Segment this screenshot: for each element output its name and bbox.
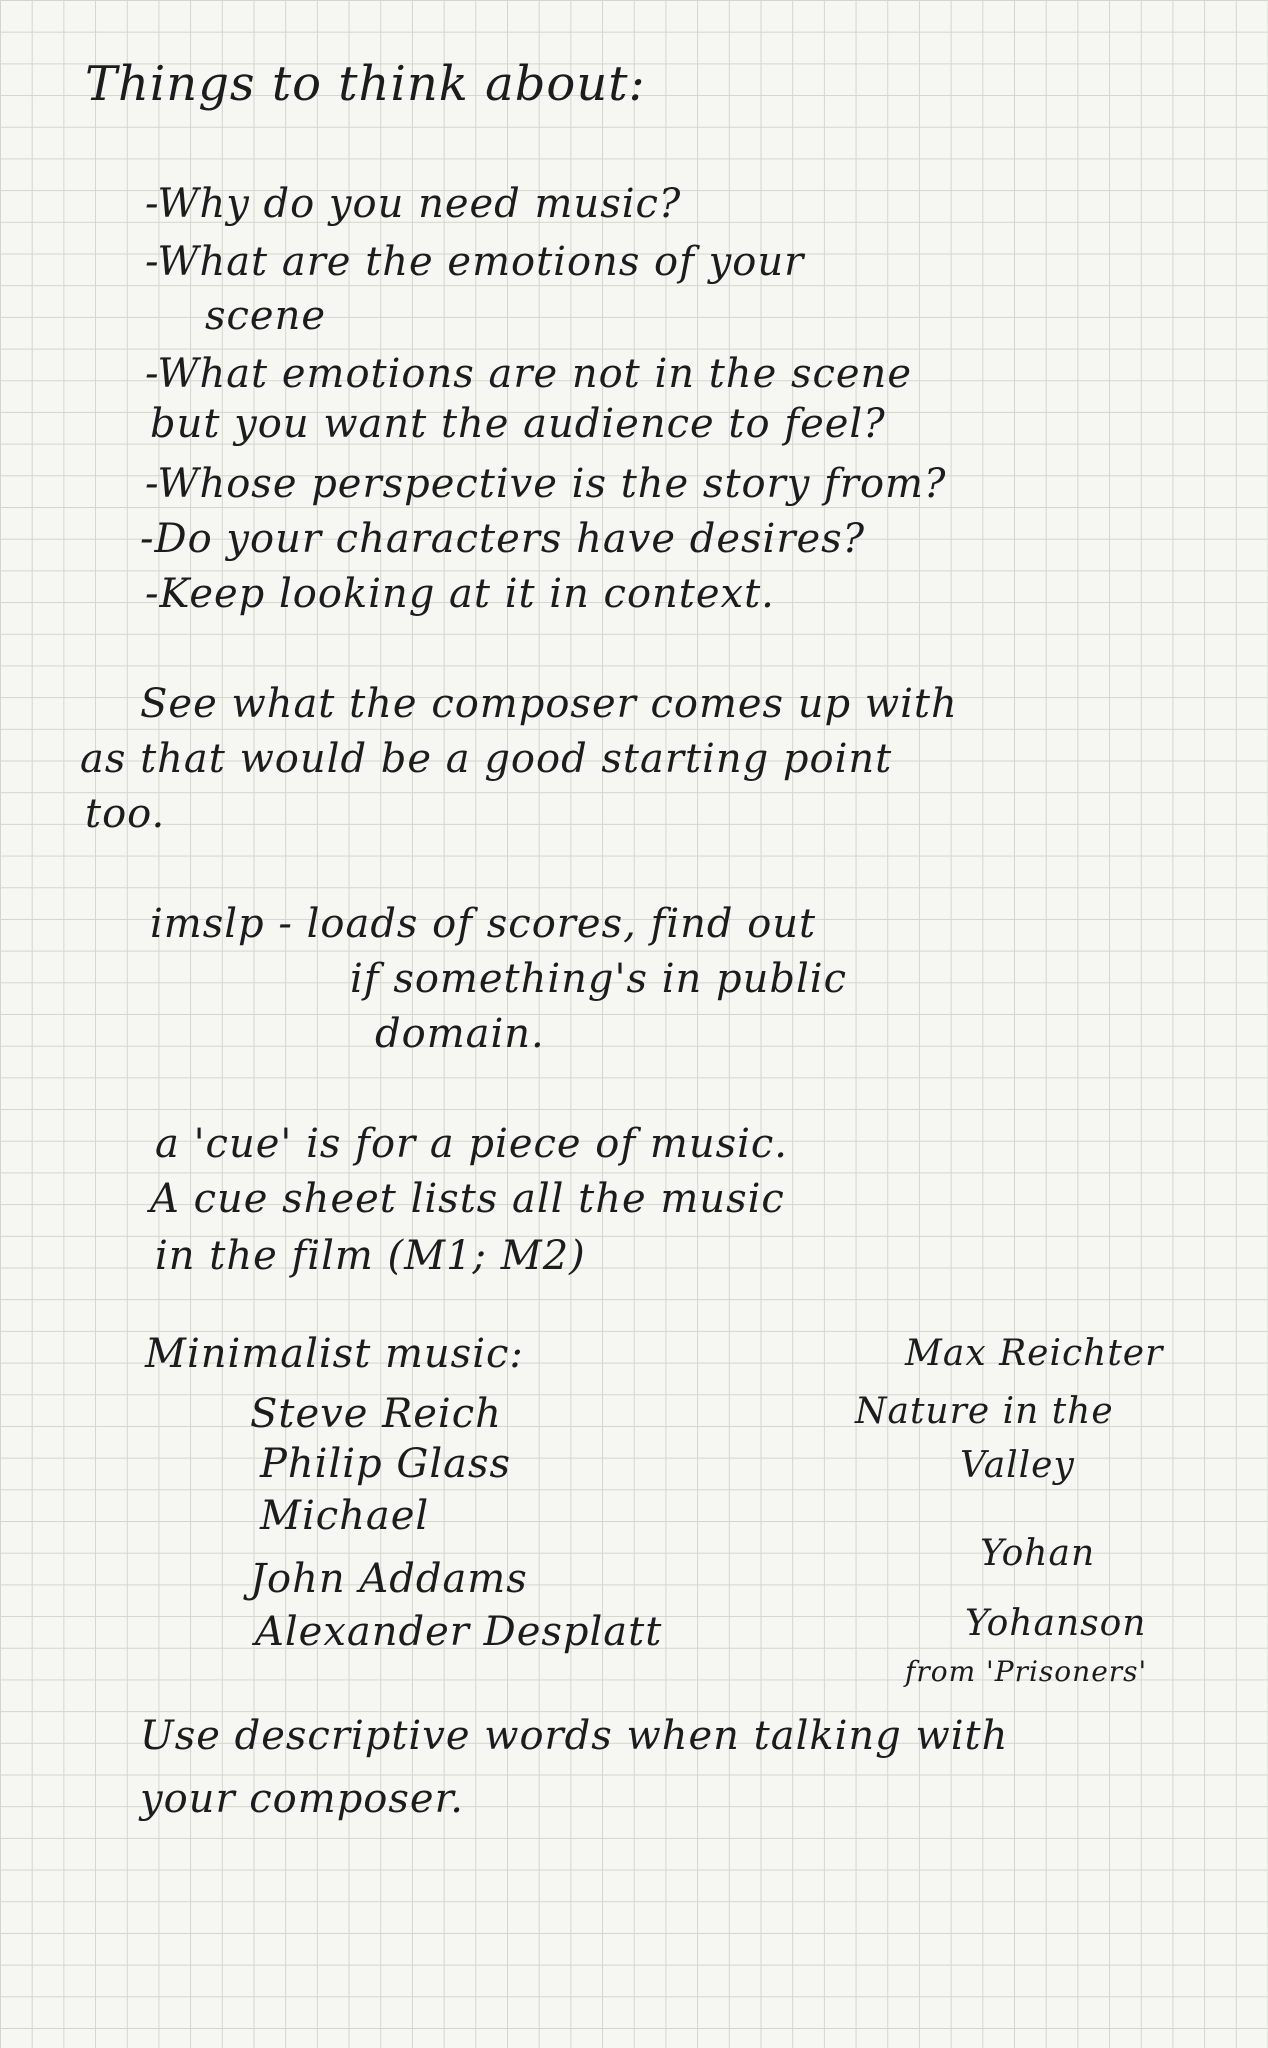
right-max-reichter: Max Reichter	[905, 1333, 1164, 1374]
composer-john-addams: John Addams	[250, 1556, 528, 1602]
closing-line-2: your composer.	[140, 1776, 465, 1822]
bullet-emotions-of-scene-cont: scene	[205, 293, 327, 339]
right-yohanson: Yohanson	[965, 1603, 1147, 1644]
note-title: Things to think about:	[85, 56, 646, 112]
bullet-characters-desires: -Do your characters have desires?	[140, 516, 866, 562]
composer-steve-reich: Steve Reich	[250, 1391, 502, 1437]
right-valley: Valley	[960, 1445, 1075, 1486]
cue-note-line-3: in the film (M1; M2)	[155, 1233, 586, 1279]
composer-note-line-2: as that would be a good starting point	[80, 736, 893, 782]
cue-note-line-1: a 'cue' is for a piece of music.	[155, 1121, 789, 1167]
minimalist-heading: Minimalist music:	[145, 1331, 524, 1377]
bullet-emotions-not-in-scene-cont: but you want the audience to feel?	[150, 401, 886, 447]
composer-philip-glass: Philip Glass	[260, 1441, 512, 1487]
bullet-why-music: -Why do you need music?	[145, 181, 682, 227]
composer-alexander-desplatt: Alexander Desplatt	[255, 1609, 663, 1655]
right-from-prisoners: from 'Prisoners'	[905, 1655, 1148, 1688]
bullet-whose-perspective: -Whose perspective is the story from?	[145, 461, 947, 507]
imslp-note-line-3: domain.	[375, 1011, 545, 1057]
imslp-note-line-2: if something's in public	[350, 956, 847, 1002]
bullet-keep-looking: -Keep looking at it in context.	[145, 571, 775, 617]
composer-note-line-3: too.	[85, 791, 166, 837]
imslp-note-line-1: imslp - loads of scores, find out	[150, 901, 817, 947]
right-nature-in-the: Nature in the	[855, 1391, 1114, 1432]
composer-michael: Michael	[260, 1493, 430, 1539]
bullet-emotions-not-in-scene: -What emotions are not in the scene	[145, 351, 912, 397]
closing-line-1: Use descriptive words when talking with	[140, 1713, 1009, 1759]
bullet-emotions-of-scene: -What are the emotions of your	[145, 239, 805, 285]
composer-note-line-1: See what the composer comes up with	[140, 681, 958, 727]
cue-note-line-2: A cue sheet lists all the music	[150, 1176, 785, 1222]
right-yohan: Yohan	[980, 1533, 1096, 1574]
